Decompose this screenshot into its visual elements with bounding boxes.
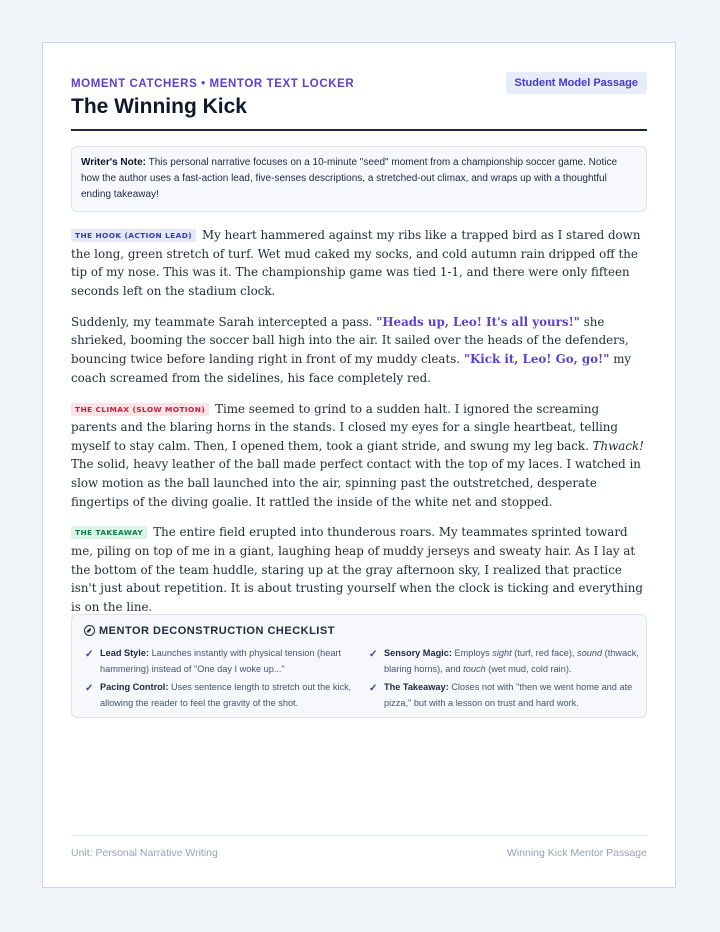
item-label: Pacing Control:	[100, 682, 169, 692]
hook-tag: THE HOOK (ACTION LEAD)	[71, 229, 196, 242]
footer-passage: Winning Kick Mentor Passage	[506, 847, 647, 859]
hook-text: My heart hammered against my ribs like a trapped bird as I stared down the long, green stretch of turf. Wet mud caked my socks, and cold autumn rain dripped off the tip of my nose. This was it. The championship game was tied 1-1, and there were only fifteen seconds left on the stadium clock.	[71, 228, 641, 298]
item-text: Uses sentence length to stretch out the kick, allowing the reader to feel the gravity of the shot.	[100, 682, 352, 708]
checklist-header	[84, 625, 335, 637]
takeaway-text: The entire field erupted into thunderous roars. My teammates sprinted toward me, piling on top of me in a giant, laughing heap of muddy jerseys and sweaty hair. As I lay at the bottom of the team huddle, staring up at the gray afternoon sky, I realized that practice isn't just about repetition. It is about trusting yourself when the clock is ticking and everything is on the line.	[71, 525, 643, 614]
dialogue-quote: "Kick it, Leo! Go, go!"	[463, 351, 610, 366]
item-label: Lead Style:	[100, 648, 150, 658]
page-title: The Winning Kick	[71, 95, 247, 118]
pass-text-c: my coach screamed from the sidelines, his face completely red.	[71, 351, 632, 385]
check-icon: ✓	[85, 649, 94, 660]
checklist-item	[85, 680, 355, 711]
writers-note	[71, 146, 647, 212]
pass-text-a: Suddenly, my teammate Sarah intercepted a pass.	[71, 314, 377, 329]
checklist-item	[369, 680, 639, 711]
footer-divider	[71, 835, 647, 836]
document-page	[42, 42, 676, 888]
dialogue-quote: "Heads up, Leo! It's all yours!"	[376, 314, 580, 329]
paragraph-takeaway	[71, 523, 647, 616]
item-text: (wet mud, cold rain).	[485, 663, 572, 674]
check-icon: ✓	[369, 649, 378, 660]
note-label: Writer's Note:	[81, 157, 146, 168]
takeaway-tag: THE TAKEAWAY	[71, 526, 147, 539]
item-text: Launches instantly with physical tension (heart hammering) instead of "One day I woke up..."	[100, 648, 342, 674]
item-label: Sensory Magic:	[384, 648, 452, 658]
item-emphasis: touch	[463, 663, 486, 674]
item-emphasis: sound	[577, 648, 603, 658]
checklist-title: MENTOR DECONSTRUCTION CHECKLIST	[99, 625, 335, 637]
item-text: (turf, red face),	[511, 648, 578, 658]
note-text: This personal narrative focuses on a 10-minute "seed" moment from a championship soccer game. Notice how the author uses a fast-action lead, five-senses descriptions, a stretched-out climax, and wraps up with a thoughtful ending takeaway!	[81, 157, 618, 200]
item-label: The Takeaway:	[384, 682, 449, 692]
passage-badge: Student Model Passage	[506, 72, 647, 94]
compass-icon	[84, 625, 95, 636]
climax-text-b: The solid, heavy leather of the ball made perfect contact with the top of my laces. I watched in slow motion as the ball launched into the air, spinning past the outstretched, desperate fingertips of the diving goalie. It rattled the inside of the white net and stopped.	[71, 457, 641, 509]
onomatopoeia: Thwack!	[592, 438, 644, 453]
item-text: (thwack, blaring horns), and	[384, 648, 639, 674]
pass-text-b: she shrieked, booming the soccer ball high into the air. It sailed over the heads of the defenders, bouncing twice before landing right in front of my muddy cleats.	[71, 314, 629, 366]
checklist-item	[369, 646, 639, 677]
paragraph-climax	[71, 400, 647, 512]
checklist-item	[85, 646, 355, 677]
mentor-checklist	[71, 614, 647, 718]
check-icon: ✓	[85, 683, 94, 694]
paragraph-pass	[71, 313, 647, 387]
check-icon: ✓	[369, 683, 378, 694]
footer-unit: Unit: Personal Narrative Writing	[71, 847, 218, 859]
item-emphasis: sight	[492, 648, 512, 658]
item-text: Employs	[451, 648, 493, 658]
title-divider	[71, 129, 647, 131]
paragraph-hook	[71, 226, 647, 300]
item-text: Closes not with "then we went home and ate pizza," but with a lesson on trust and hard work.	[384, 682, 633, 708]
climax-tag: THE CLIMAX (SLOW MOTION)	[71, 403, 209, 416]
climax-text-a: Time seemed to grind to a sudden halt. I ignored the screaming parents and the blaring horns in the stands. I closed my eyes for a single heartbeat, telling myself to stay calm. Then, I opened them, took a giant stride, and swung my leg back.	[71, 401, 619, 453]
kicker-label: MOMENT CATCHERS • MENTOR TEXT LOCKER	[71, 78, 355, 90]
narrative-passage	[71, 226, 647, 629]
